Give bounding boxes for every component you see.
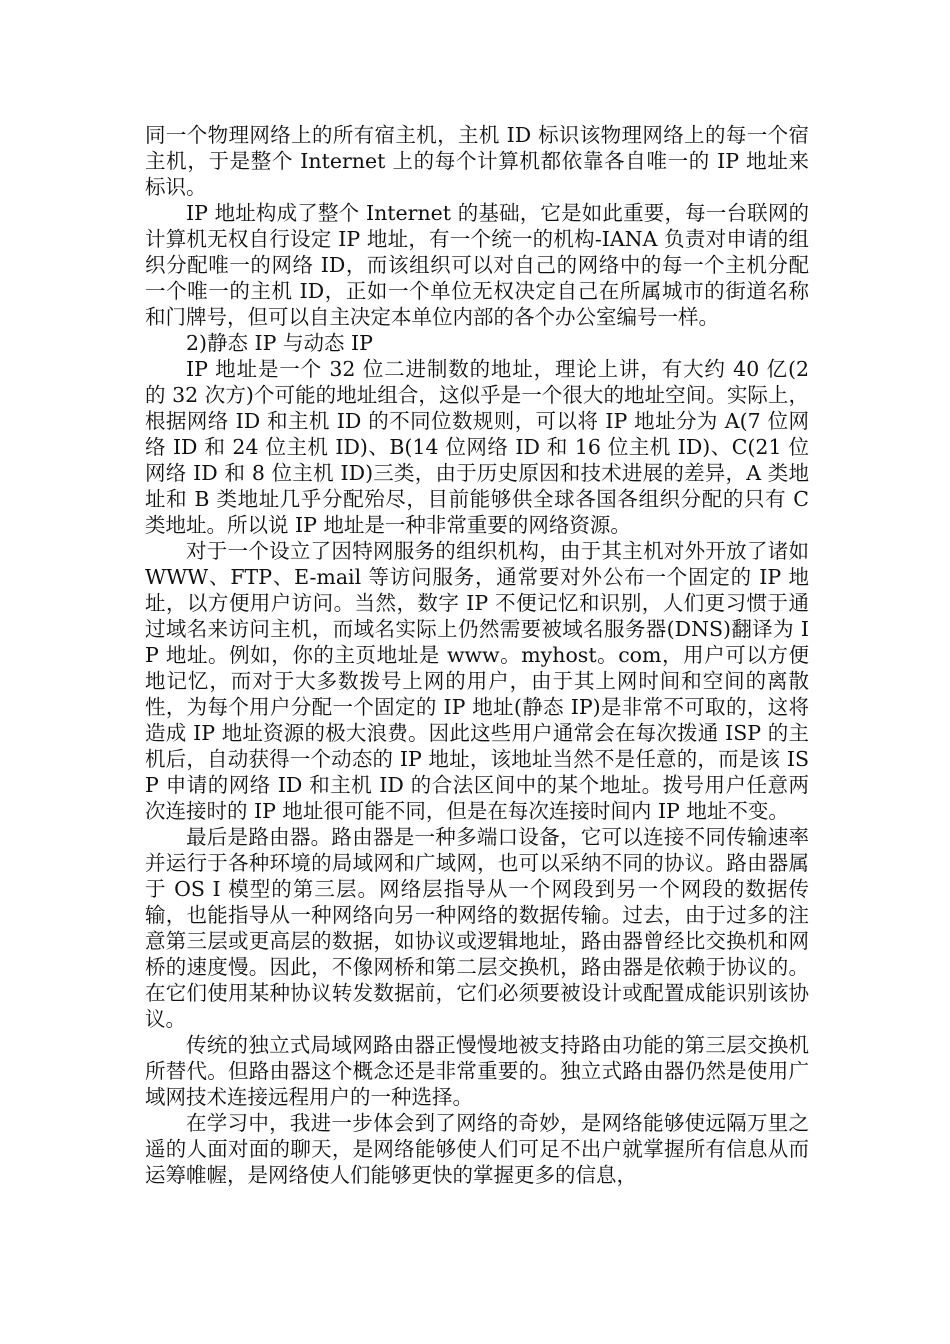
paragraph-router-replacement: 传统的独立式局域网路由器正慢慢地被支持路由功能的第三层交换机所替代。但路由器这个概念还是非常重要的。独立式路由器仍然是使用广域网技术连接远程用户的一种选择。: [145, 1033, 809, 1109]
paragraph-ip-host-id: 同一个物理网络上的所有宿主机，主机 ID 标识该物理网络上的每一个宿主机，于是整个 Internet 上的每个计算机都依靠各自唯一的 IP 地址来标识。: [145, 123, 809, 199]
section-heading-static-dynamic-ip: 2)静态 IP 与动态 IP: [186, 331, 373, 355]
paragraph-learning-reflection: 在学习中，我进一步体会到了网络的奇妙，是网络能够使远隔万里之遥的人面对面的聊天，是网络能够使人们可足不出户就掌握所有信息从而运筹帷幄，是网络使人们能够更快的掌握更多的信息，: [145, 1111, 809, 1187]
paragraph-router: 最后是路由器。路由器是一种多端口设备，它可以连接不同传输速率并运行于各种环境的局域网和广域网，也可以采纳不同的协议。路由器属于 OS I 模型的第三层。网络层指导从一个网段到另一个网段的数据传输，也能指导从一种网络向另一种网络的数据传输。过去，由于过多的注意第三层或更高层的数据，如协议或逻辑地址，路由器曾经比交换机和网桥的速度慢。因此，不像网桥和第二层交换机，路由器是依赖于协议的。在它们使用某种协议转发数据前，它们必须要被设计或配置成能识别该协议。: [145, 825, 809, 1031]
paragraph-static-dynamic-ip: 对于一个设立了因特网服务的组织机构，由于其主机对外开放了诸如 WWW、FTP、E-mail 等访问服务，通常要对外公布一个固定的 IP 地址，以方便用户访问。当然，数字 IP 不便记忆和识别，人们更习惯于通过域名来访问主机，而域名实际上仍然需要被域名服务器(DNS)翻译为 IP 地址。例如，你的主页地址是 www。myhost。com，用户可以方便地记忆，而对于大多数拨号上网的用户，由于其上网时间和空间的离散性，为每个用户分配一个固定的 IP 地址(静态 IP)是非常不可取的，这将造成 IP 地址资源的极大浪费。因此这些用户通常会在每次拨通 ISP 的主机后，自动获得一个动态的 IP 地址，该地址当然不是任意的，而是该 ISP 申请的网络 ID 和主机 ID 的合法区间中的某个地址。拨号用户任意两次连接时的 IP 地址很可能不同，但是在每次连接时间内 IP 地址不变。: [145, 539, 809, 823]
paragraph-ip-foundation: IP 地址构成了整个 Internet 的基础，它是如此重要，每一台联网的计算机无权自行设定 IP 地址，有一个统一的机构-IANA 负责对申请的组织分配唯一的网络 ID，而该组织可以对自己的网络中的每一个主机分配一个唯一的主机 ID，正如一个单位无权决定自己在所属城市的街道名称和门牌号，但可以自主决定本单位内部的各个办公室编号一样。: [145, 201, 809, 329]
paragraph-ip-address-classes: IP 地址是一个 32 位二进制数的地址，理论上讲，有大约 40 亿(2 的 32 次方)个可能的地址组合，这似乎是一个很大的地址空间。实际上，根据网络 ID 和主机 ID 的不同位数规则，可以将 IP 地址分为 A(7 位网络 ID 和 24 位主机 ID)、B(14 位网络 ID 和 16 位主机 ID)、C(21 位网络 ID 和 8 位主机 ID)三类，由于历史原因和技术进展的差异，A 类地址和 B 类地址几乎分配殆尽，目前能够供全球各国各组织分配的只有 C 类地址。所以说 IP 地址是一种非常重要的网络资源。: [145, 357, 809, 537]
document-page: [145, 122, 809, 1188]
